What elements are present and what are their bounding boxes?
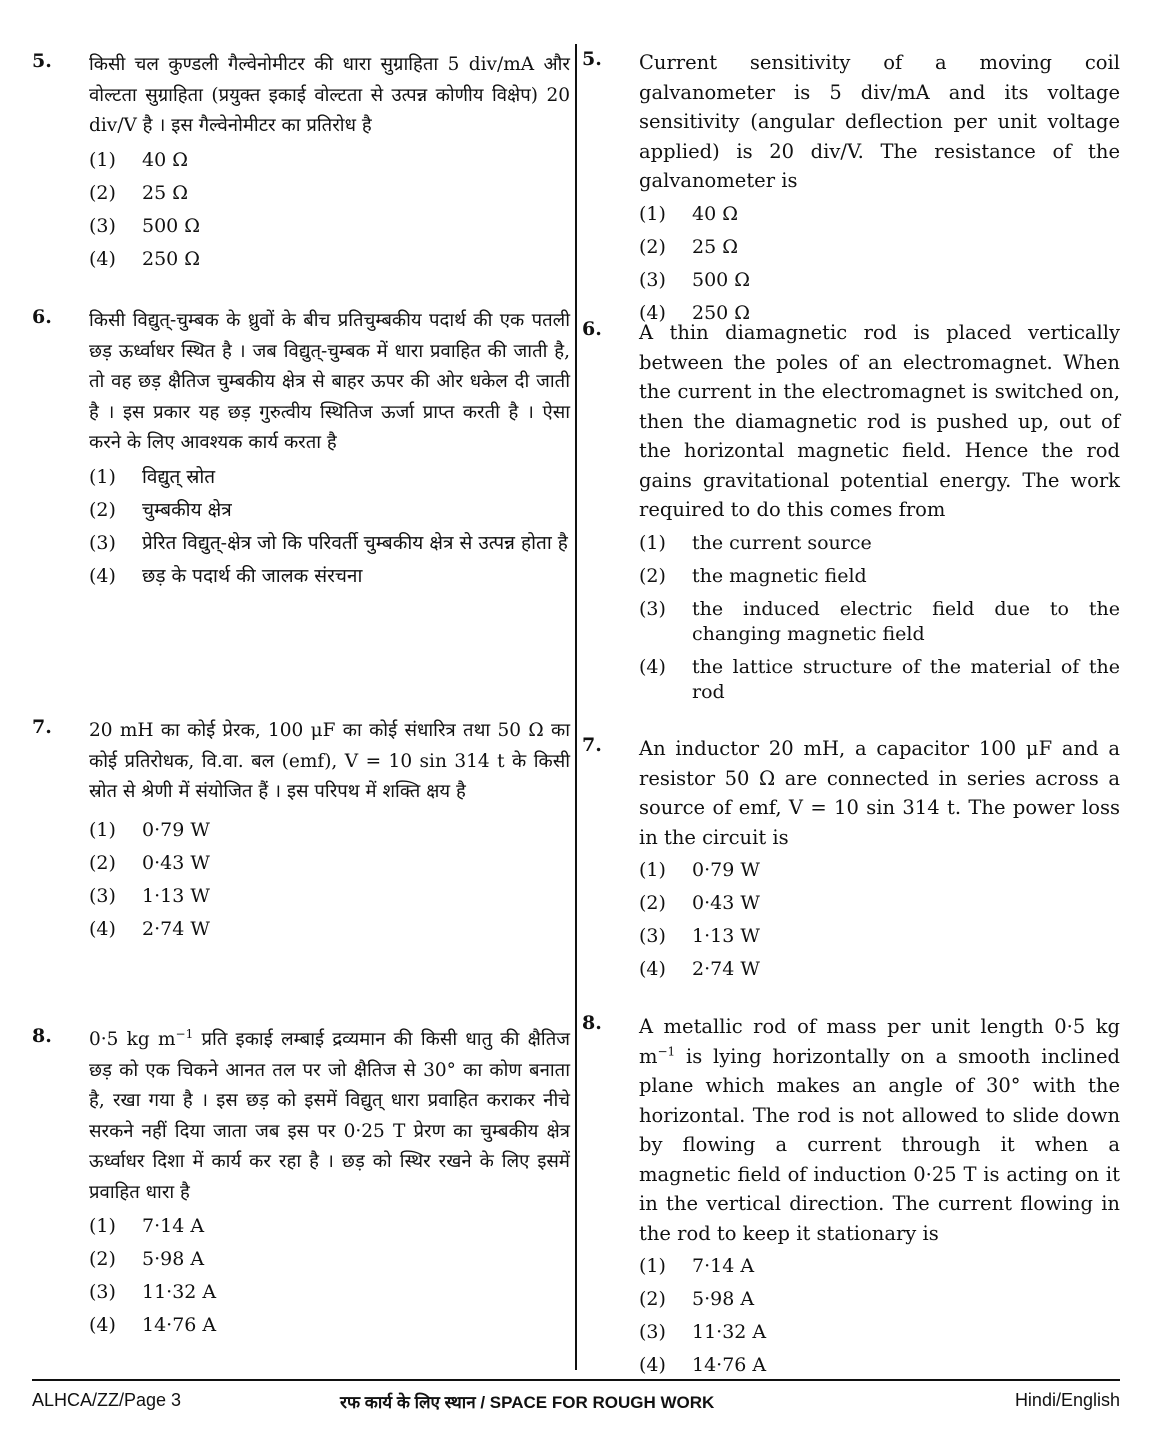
- option-item: [639, 1287, 1120, 1312]
- option-item: [639, 858, 1120, 883]
- option-text: the current source: [692, 531, 872, 554]
- option-item: [639, 564, 1120, 589]
- option-text: 2·74 W: [692, 958, 760, 980]
- option-text: 40 Ω: [692, 202, 738, 225]
- option-number: (2): [639, 1288, 666, 1310]
- option-number: (2): [89, 851, 116, 874]
- option-text: 5·98 A: [692, 1288, 755, 1310]
- question-text: किसी विद्युत्-चुम्बक के ध्रुवों के बीच प्रतिचुम्बकीय पदार्थ की एक पतली छड़ ऊर्ध्वाधर स्थित है । जब विद्युत्-चुम्बक में धारा प्रवाहित की जाती है, तो वह छड़ क्षैतिज चुम्बकीय क्षेत्र से बाहर ऊपर की ओर धकेल दी जाती है । इस प्रकार यह छड़ गुरुत्वीय स्थितिज ऊर्जा प्राप्त करती है । ऐसा करने के लिए आवश्यक कार्य करता है: [89, 310, 570, 453]
- question-text: A metallic rod of mass per unit length 0·5 kg $m^{-1}$ is lying horizontally on a smooth inclined plane which makes an angle of 30° with the horizontal. The rod is not allowed to slide down by flowing a current through it when a magnetic field of induction 0·25 T is acting on it in the vertical direction. The current flowing in the rod to keep it stationary is: [639, 1015, 1120, 1245]
- option-text: the induced electric field due to the changing magnetic field: [692, 597, 1120, 645]
- option-number: (1): [89, 465, 116, 488]
- option-item: [639, 531, 1120, 556]
- option-text: the magnetic field: [692, 564, 867, 587]
- option-text: छड़ के पदार्थ की जालक संरचना: [142, 564, 363, 587]
- option-text: 500 Ω: [692, 268, 751, 291]
- option-number: (3): [89, 214, 116, 237]
- option-item: [639, 891, 1120, 916]
- question-text: 20 mH का कोई प्रेरक, 100 μF का कोई संधारित्र तथा 50 Ω का कोई प्रतिरोधक, वि.वा. बल (emf), V = 10 sin 314 t के किसी स्रोत से श्रेणी में संयोजित हैं । इस परिपथ में शक्ति क्षय है: [89, 720, 570, 802]
- option-item: [89, 465, 570, 490]
- option-number: (3): [89, 1281, 116, 1303]
- option-text: 0·43 W: [692, 892, 760, 914]
- question-text: An inductor 20 mH, a capacitor 100 μF and a resistor 50 Ω are connected in series across a source of emf, V = 10 sin 314 t. The power loss in the circuit is: [639, 737, 1120, 849]
- option-text: प्रेरित विद्युत्-क्षेत्र जो कि परिवर्ती चुम्बकीय क्षेत्र से उत्पन्न होता है: [142, 531, 568, 554]
- option-number: (4): [89, 247, 116, 270]
- option-item: [639, 957, 1120, 982]
- question-number: 6.: [32, 306, 52, 328]
- option-item: [89, 884, 570, 909]
- option-number: (2): [639, 564, 666, 587]
- option-number: (4): [639, 655, 666, 678]
- language-label: Hindi/English: [1014, 1390, 1120, 1410]
- option-number: (1): [89, 818, 116, 841]
- option-text: 0·43 W: [142, 851, 210, 874]
- options: [639, 202, 1120, 326]
- options: [639, 531, 1120, 705]
- option-item: [639, 202, 1120, 227]
- option-number: (4): [639, 301, 666, 324]
- option-text: 7·14 A: [142, 1215, 205, 1237]
- option-item: [89, 564, 570, 589]
- question-5-hindi: [32, 50, 570, 280]
- question-number: 5.: [582, 48, 602, 70]
- option-text: 1·13 W: [142, 884, 210, 907]
- question-7-hindi: [32, 716, 570, 950]
- question-8-hindi: [32, 1025, 570, 1346]
- option-text: 250 Ω: [142, 247, 201, 270]
- option-item: [89, 917, 570, 942]
- option-text: विद्युत् स्रोत: [142, 465, 216, 488]
- question-5-english: [582, 48, 1120, 334]
- option-number: (4): [89, 917, 116, 940]
- option-number: (4): [639, 958, 666, 980]
- option-text: the lattice structure of the material of the rod: [692, 655, 1120, 703]
- option-text: 250 Ω: [692, 301, 751, 324]
- question-text: Current sensitivity of a moving coil galvanometer is 5 div/mA and its voltage sensitivity (angular deflection per unit voltage applied) is 20 div/V. The resistance of the galvanometer is: [639, 51, 1120, 192]
- option-text: 40 Ω: [142, 148, 188, 171]
- option-item: [89, 851, 570, 876]
- question-6-english: [582, 318, 1120, 713]
- option-number: (2): [639, 235, 666, 258]
- option-item: [639, 924, 1120, 949]
- question-7-english: [582, 734, 1120, 990]
- option-text: 0·79 W: [692, 859, 760, 881]
- option-text: 1·13 W: [692, 925, 760, 947]
- option-number: (2): [89, 181, 116, 204]
- options: [89, 818, 570, 942]
- option-item: [639, 268, 1120, 293]
- option-number: (4): [639, 1354, 666, 1376]
- footer-rule: [32, 1379, 1120, 1381]
- question-number: 8.: [32, 1025, 52, 1047]
- option-number: (1): [639, 531, 666, 554]
- option-number: (3): [639, 925, 666, 947]
- page-code: ALHCA/ZZ/Page 3: [32, 1390, 182, 1410]
- option-number: (1): [639, 202, 666, 225]
- question-number: 7.: [582, 734, 602, 756]
- option-item: [89, 531, 570, 556]
- option-number: (2): [89, 1248, 116, 1270]
- option-text: 2·74 W: [142, 917, 210, 940]
- option-item: [639, 597, 1120, 647]
- option-number: (3): [639, 1321, 666, 1343]
- option-item: [639, 235, 1120, 260]
- option-text: 25 Ω: [142, 181, 188, 204]
- option-text: 500 Ω: [142, 214, 201, 237]
- option-text: 14·76 A: [692, 1354, 767, 1376]
- option-number: (4): [89, 1314, 116, 1336]
- option-number: (3): [89, 531, 116, 554]
- option-item: [639, 1254, 1120, 1279]
- option-item: [89, 1247, 570, 1272]
- option-item: [89, 1313, 570, 1338]
- option-number: (1): [89, 148, 116, 171]
- options: [89, 1214, 570, 1338]
- option-item: [89, 818, 570, 843]
- option-text: 14·76 A: [142, 1314, 217, 1336]
- option-number: (1): [639, 1255, 666, 1277]
- question-text: 0·5 kg $m^{-1}$ प्रति इकाई लम्बाई द्रव्यमान की किसी धातु की क्षैतिज छड़ को एक चिकने आनत तल पर जो क्षैतिज से 30° का कोण बनाता है, रखा गया है । इस छड़ को इसमें विद्युत् धारा प्रवाहित कराकर नीचे सरकने नहीं दिया जाता जब इस पर 0·25 T प्रेरण का चुम्बकीय क्षेत्र ऊर्ध्वाधर दिशा में कार्य कर रहा है । छड़ को स्थिर रखने के लिए इसमें प्रवाहित धारा है: [89, 1026, 570, 1203]
- option-item: [89, 247, 570, 272]
- option-number: (3): [639, 597, 666, 620]
- options: [639, 858, 1120, 982]
- option-item: [89, 181, 570, 206]
- question-number: 5.: [32, 50, 52, 72]
- question-number: 6.: [582, 318, 602, 340]
- option-text: 7·14 A: [692, 1255, 755, 1277]
- option-item: [89, 498, 570, 523]
- question-8-english: [582, 1012, 1120, 1386]
- options: [89, 148, 570, 272]
- option-item: [89, 1280, 570, 1305]
- option-item: [639, 655, 1120, 705]
- rough-work-label: रफ कार्य के लिए स्थान / SPACE FOR ROUGH WORK: [340, 1393, 715, 1412]
- option-number: (2): [639, 892, 666, 914]
- option-number: (1): [89, 1215, 116, 1237]
- option-item: [89, 148, 570, 173]
- option-item: [89, 1214, 570, 1239]
- question-number: 8.: [582, 1012, 602, 1034]
- option-text: चुम्बकीय क्षेत्र: [142, 498, 232, 521]
- option-number: (1): [639, 859, 666, 881]
- question-text: किसी चल कुण्डली गैल्वेनोमीटर की धारा सुग्राहिता 5 div/mA और वोल्टता सुग्राहिता (प्रयुक्त इकाई वोल्टता से उत्पन्न कोणीय विक्षेप) 20 div/V है । इस गैल्वेनोमीटर का प्रतिरोध है: [89, 54, 570, 136]
- question-text: A thin diamagnetic rod is placed vertically between the poles of an electromagnet. When the current in the electromagnet is switched on, then the diamagnetic rod is pushed up, out of the horizontal magnetic field. Hence the rod gains gravitational potential energy. The work required to do this comes from: [639, 321, 1120, 521]
- options: [89, 465, 570, 589]
- option-text: 5·98 A: [142, 1248, 205, 1270]
- column-divider: [575, 44, 577, 1370]
- option-text: 0·79 W: [142, 818, 210, 841]
- option-number: (2): [89, 498, 116, 521]
- option-number: (3): [639, 268, 666, 291]
- option-number: (3): [89, 884, 116, 907]
- option-number: (4): [89, 564, 116, 587]
- question-6-hindi: [32, 306, 570, 597]
- option-item: [89, 214, 570, 239]
- option-text: 25 Ω: [692, 235, 738, 258]
- option-text: 11·32 A: [142, 1281, 217, 1303]
- option-item: [639, 1353, 1120, 1378]
- options: [639, 1254, 1120, 1378]
- option-text: 11·32 A: [692, 1321, 767, 1343]
- option-item: [639, 1320, 1120, 1345]
- question-number: 7.: [32, 716, 52, 738]
